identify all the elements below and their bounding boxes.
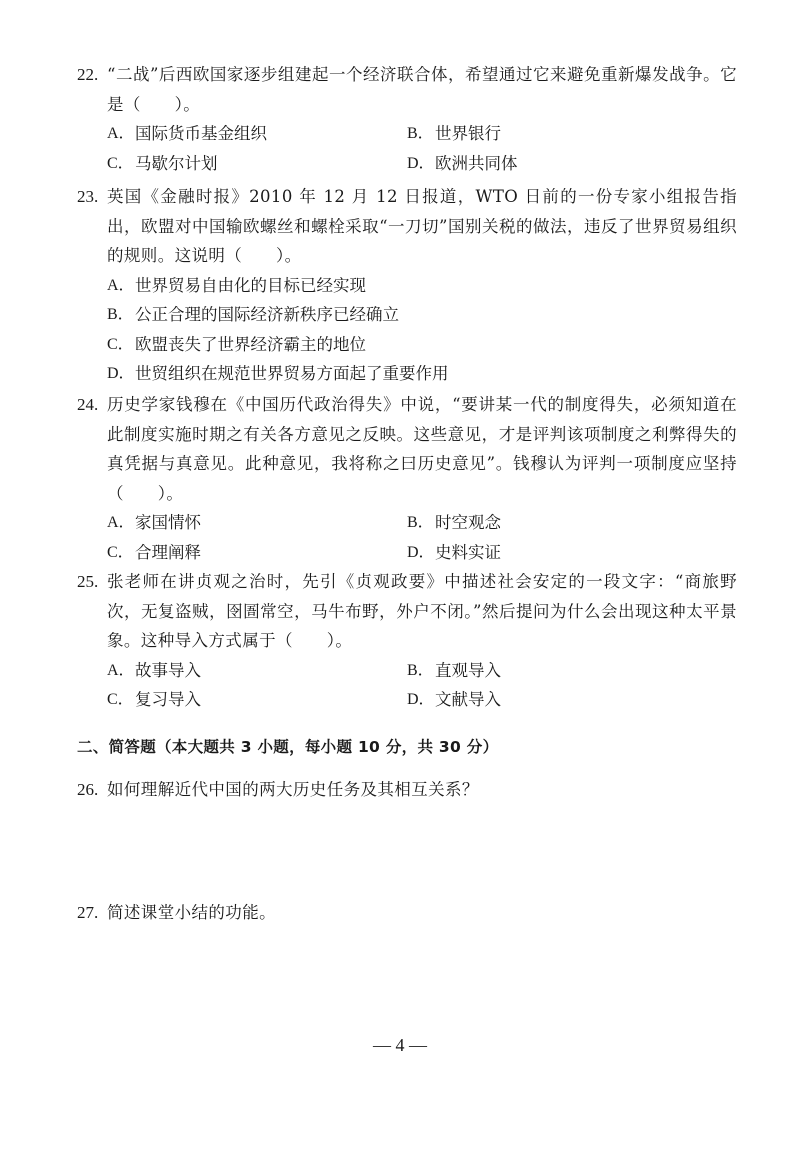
option-text: 欧盟丧失了世界经济霸主的地位 <box>135 334 366 354</box>
option-d <box>407 685 707 715</box>
option-letter: D． <box>407 154 435 172</box>
option-d <box>107 359 707 389</box>
option-letter: A． <box>107 125 135 142</box>
option-a <box>107 656 407 686</box>
option-letter: D． <box>407 543 435 561</box>
option-letter: A． <box>107 514 135 531</box>
section-title: 二、简答题（本大题共 3 小题，每小题 10 分，共 30 分） <box>77 738 499 756</box>
option-text: 史料实证 <box>435 542 501 562</box>
option-text: 世界银行 <box>435 124 501 143</box>
option-letter: B． <box>107 306 134 323</box>
option-text: 世界贸易自由化的目标已经实现 <box>135 275 366 295</box>
question-text: 英国《金融时报》2010 年 12 月 12 日报道，WTO 日前的一份专家小组报告指出，欧盟对中国输欧螺丝和螺栓采取“一刀切”国别关税的做法，违反了世界贸易组织的规则。这说明（ ）。 <box>107 187 737 265</box>
question-27 <box>77 898 737 928</box>
option-letter: C． <box>107 691 134 708</box>
question-24 <box>77 390 737 567</box>
option-a <box>107 508 407 538</box>
option-letter: A． <box>107 661 135 679</box>
question-text: 张老师在讲贞观之治时，先引《贞观政要》中描述社会安定的一段文字：“商旅野次，无复盗贼，囹圄常空，马牛布野，外户不闭。”然后提问为什么会出现这种太平景象。这种导入方式属于（ ）。 <box>107 572 737 650</box>
options <box>107 119 737 178</box>
option-letter: C． <box>107 335 134 353</box>
option-text: 公正合理的国际经济新秩序已经确立 <box>135 305 399 324</box>
question-number: 26. <box>77 780 99 799</box>
option-text: 国际货币基金组织 <box>135 124 267 143</box>
option-b <box>107 300 707 330</box>
option-letter: D． <box>407 691 435 708</box>
option-letter: D． <box>107 365 135 382</box>
question-number: 27. <box>77 903 99 922</box>
question-number: 22. <box>77 65 99 84</box>
question-number: 23. <box>77 187 99 206</box>
option-text: 合理阐释 <box>135 542 201 562</box>
option-c <box>107 685 407 715</box>
question-text: 历史学家钱穆在《中国历代政治得失》中说，“要讲某一代的制度得失，必须知道在此制度实施时期之有关各方意见之反映。这些意见，才是评判该项制度之利弊得失的真凭据与真意见。此种意见，我将称之曰历史意见”。钱穆认为评判一项制度应坚持（ ）。 <box>107 395 737 503</box>
question-number: 25. <box>77 572 99 591</box>
option-d <box>407 538 707 568</box>
option-text: 故事导入 <box>135 660 201 680</box>
options <box>107 656 737 715</box>
question-text: “二战”后西欧国家逐步组建起一个经济联合体，希望通过它来避免重新爆发战争。它是（ ）。 <box>107 65 737 114</box>
option-text: 世贸组织在规范世界贸易方面起了重要作用 <box>135 364 449 383</box>
option-letter: B． <box>407 514 434 531</box>
question-text: 如何理解近代中国的两大历史任务及其相互关系？ <box>107 780 479 799</box>
option-text: 直观导入 <box>435 660 501 680</box>
question-25 <box>77 567 737 715</box>
option-c <box>107 149 407 179</box>
option-c <box>107 330 707 360</box>
option-text: 文献导入 <box>435 690 501 709</box>
option-text: 家国情怀 <box>135 513 201 532</box>
question-number: 24. <box>77 395 99 414</box>
options <box>107 271 737 389</box>
question-23 <box>77 182 737 389</box>
option-d <box>407 149 707 179</box>
option-letter: C． <box>107 154 134 172</box>
option-text: 马歇尔计划 <box>135 153 218 173</box>
option-text: 复习导入 <box>135 690 201 709</box>
question-text: 简述课堂小结的功能。 <box>107 903 276 922</box>
option-letter: B． <box>407 125 434 142</box>
option-a <box>107 119 407 149</box>
options <box>107 508 737 567</box>
option-a <box>107 271 707 301</box>
option-b <box>407 656 707 686</box>
question-26 <box>77 775 737 805</box>
option-letter: B． <box>407 661 434 679</box>
question-22 <box>77 60 737 178</box>
option-text: 欧洲共同体 <box>435 153 518 173</box>
page-number: — 4 — <box>373 1035 427 1055</box>
option-letter: A． <box>107 276 135 294</box>
option-b <box>407 119 707 149</box>
option-text: 时空观念 <box>435 513 501 532</box>
option-c <box>107 538 407 568</box>
option-letter: C． <box>107 543 134 561</box>
option-b <box>407 508 707 538</box>
